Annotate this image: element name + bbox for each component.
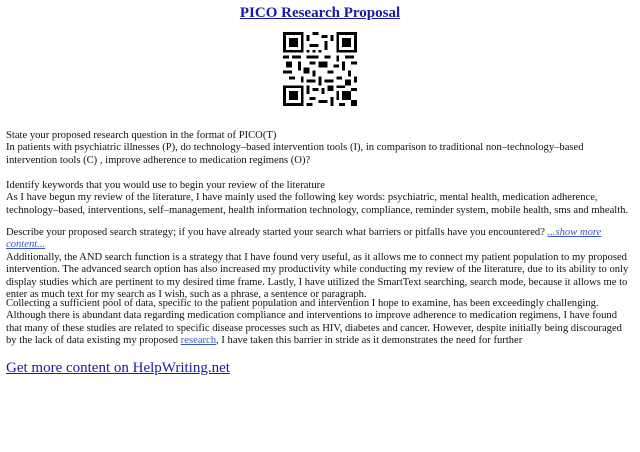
- paragraph-body: In patients with psychiatric illnesses (P), do technology–based intervention tools (I), in comparison to traditional non–technology–based intervention tools (C) , improve adherence to medication regimens (O)?: [6, 142, 584, 166]
- paragraph-data-collection: [6, 298, 634, 348]
- paragraph-search-strategy: [6, 227, 634, 301]
- paragraph-body: As I have begun my review of the literature, I have mainly used the following key words: psychiatric, mental health, medication adherence, technology–based, interventions, self–management, health information technology, compliance, reminder system, mobile health, sms and mhealth.: [6, 192, 629, 216]
- research-link[interactable]: research: [180, 335, 217, 347]
- get-more-content-link[interactable]: Get more content on HelpWriting.net: [6, 360, 230, 376]
- paragraph-text-after-link: , I have taken this barrier in stride as it demonstrates the need for further: [216, 335, 523, 347]
- paragraph-keywords: [6, 180, 634, 217]
- paragraph-heading: Identify keywords that you would use to begin your review of the literature: [6, 180, 325, 191]
- document-title-link[interactable]: PICO Research Proposal: [239, 5, 401, 21]
- paragraph-lead: Describe your proposed search strategy; if you have already started your search what barriers or pitfalls have you encountered?: [6, 227, 545, 238]
- qr-code: [283, 32, 357, 106]
- show-more-content-link[interactable]: ...show more content...: [6, 227, 602, 251]
- paragraph-text-before-link: Collecting a sufficient pool of data, specific to the patient population and intervention I hope to examine, has been exceedingly challenging. Although there is abundant data regarding medication compliance and interventions to improve adherence to medication regimens, I have found that many of these studies are related to specific disease processes such as HIV, diabetes and cancer. However, despite initially being discouraged by the lack of data existing my proposed: [6, 298, 622, 347]
- paragraph-body: Additionally, the AND search function is a strategy that I have found very useful, as it allows me to connect my patient population to my proposed intervention. The advanced search option has also increased my productivity while conducting my review of the literature, due to its ability to only display studies which are pertinent to my desired time frame. Lastly, I have utilized the SmartText searching, search mode, because it allows me to enter as much text for my search as I wish, such as a phrase, a sentence or paragraph.: [6, 251, 629, 301]
- paragraph-heading: State your proposed research question in the format of PICO(T): [6, 130, 277, 141]
- paragraph-research-question: [6, 130, 634, 167]
